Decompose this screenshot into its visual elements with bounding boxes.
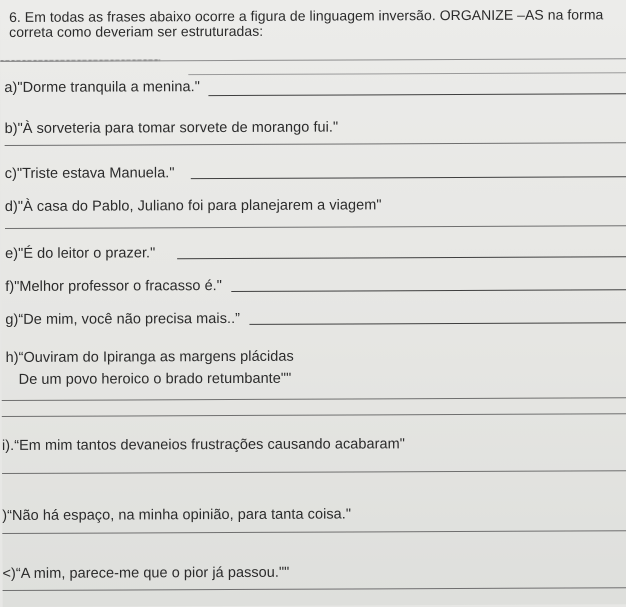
instruction-line-2: correta como deveriam ser estruturadas:: [9, 22, 264, 40]
item-b-answer-line[interactable]: [5, 142, 626, 146]
item-b-text: b)"À sorveteria para tomar sorvete de morango fui.": [4, 119, 339, 137]
instruction-line-1: 6. Em todas as frases abaixo ocorre a figura de linguagem inversão. ORGANIZE –AS na forma: [9, 6, 604, 25]
item-e-text: e)"É do leitor o prazer.": [5, 245, 156, 262]
item-k-answer-line[interactable]: [3, 587, 626, 591]
item-g-answer-line[interactable]: [249, 322, 626, 325]
item-j-answer-line[interactable]: [2, 530, 626, 534]
item-d-answer-line[interactable]: [5, 225, 626, 229]
item-j-text: )“Não há espaço, na minha opinião, para tanta coisa.": [2, 506, 352, 524]
item-i-answer-line[interactable]: [2, 470, 626, 474]
item-f-answer-line[interactable]: [231, 289, 626, 292]
item-h-text-line-1: h)“Ouviram do Ipiranga as margens plácidas: [5, 348, 294, 366]
item-g-text: g)“De mim, você não precisa mais..”: [5, 310, 241, 328]
item-d-text: d)"À casa do Pablo, Juliano foi para planejarem a viagem": [4, 197, 382, 215]
item-c-answer-line[interactable]: [191, 176, 626, 179]
item-h-text-line-2: De um povo heroico o brado retumbante"": [18, 370, 292, 388]
item-f-text: f)"Melhor professor o fracasso é.": [5, 278, 222, 295]
item-a-answer-line[interactable]: [208, 93, 626, 96]
item-c-text: c)"Triste estava Manuela.": [4, 165, 175, 182]
item-a-text: a)"Dorme tranquila a menina.": [4, 79, 200, 96]
separator-line-2: [188, 72, 626, 75]
item-i-text: i).“Em mim tantos devaneios frustrações causando acabaram": [1, 436, 405, 454]
item-h-answer-line-2[interactable]: [2, 413, 626, 417]
item-k-text: <)“A mim, parece-me que o pior já passou."": [2, 564, 290, 582]
item-e-answer-line[interactable]: [177, 256, 626, 259]
item-h-answer-line-1[interactable]: [2, 397, 626, 401]
